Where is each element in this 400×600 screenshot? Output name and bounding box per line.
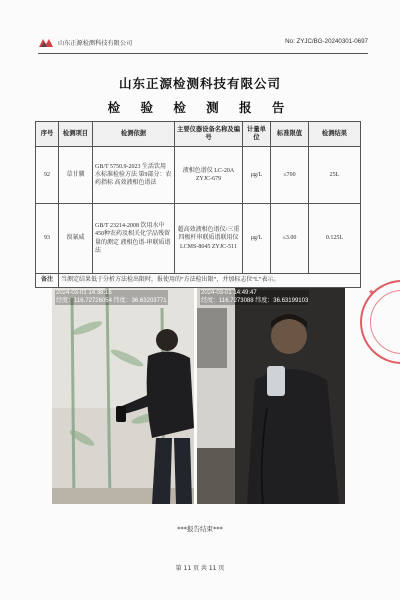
note-row <box>36 274 361 288</box>
cell-result: 25L <box>309 147 361 204</box>
photo-2-date: 2024-03-01 14:49:47 <box>200 290 309 298</box>
seal-star-icon: ★ <box>368 288 375 296</box>
header-seq: 序号 <box>36 122 59 147</box>
header-item: 检测项目 <box>59 122 93 147</box>
cell-basis: GB/T 5750.9-2023 生活饮用水标准检验方法 第9部分：农药指标 高效液相色谱法 <box>93 147 175 204</box>
header-basis: 检测依据 <box>93 122 175 147</box>
cell-limit: ≤700 <box>271 147 309 204</box>
cell-item: 草甘膦 <box>59 147 93 204</box>
cell-result: 0.125L <box>309 204 361 274</box>
company-logo-icon <box>38 37 54 49</box>
cell-basis: GB/T 23214-2008 饮用水中450种农药及相关化学品残留量的测定 液相色谱-串联质谱法 <box>93 204 175 274</box>
cell-unit: μg/L <box>243 204 271 274</box>
note-label: 备注 <box>36 274 59 288</box>
cell-equipment: 超高效液相色谱仪/三重四极杆串联质谱联用仪 LCMS-8045 ZYJC-511 <box>175 204 243 274</box>
cell-seq: 93 <box>36 204 59 274</box>
header-limit: 标准限值 <box>271 122 309 147</box>
photo-2-timestamp <box>200 290 309 305</box>
photo-2-coords: 经度：116.7273088 纬度：36.63199103 <box>201 297 309 304</box>
report-header <box>38 36 368 52</box>
sampling-photo-1 <box>52 288 194 504</box>
cell-unit: μg/L <box>243 147 271 204</box>
table-header-row <box>36 122 361 147</box>
header-result: 检测结果 <box>309 122 361 147</box>
photo-1-image <box>52 288 194 504</box>
sampling-photo-2 <box>197 288 345 504</box>
header-unit: 计量单位 <box>243 122 271 147</box>
note-text: 当测定结果低于分析方法检出限时，报使用的“方法检出限”，并加标志位“L”表示。 <box>59 274 361 288</box>
report-end-marker: ***报告结束*** <box>177 525 223 533</box>
cell-equipment: 液相色谱仪 LC-20A ZYJC-679 <box>175 147 243 204</box>
report-title: 检 验 检 测 报 告 <box>107 100 293 115</box>
photo-2-image <box>197 288 345 504</box>
header-equipment: 主要仪器设备名称及编号 <box>175 122 243 147</box>
photo-1-date: 2024-03-01 14:38:16 <box>55 290 168 298</box>
table-row <box>36 204 361 274</box>
seal-inner-ring <box>370 290 400 354</box>
table-row <box>36 147 361 204</box>
cell-limit: ≤3.00 <box>271 204 309 274</box>
cell-seq: 92 <box>36 147 59 204</box>
results-table <box>35 121 361 288</box>
photo-1-timestamp <box>55 290 168 305</box>
official-seal <box>360 280 400 364</box>
photo-1-coords: 经度：116.72726054 纬度：36.63203771 <box>56 297 167 304</box>
header-company-name: 山东正源检测科技有限公司 <box>58 40 133 47</box>
cell-item: 溴氰威 <box>59 204 93 274</box>
document-number: No: ZYJC/BG-20240301-0697 <box>285 38 368 45</box>
page-number: 第 11 页 共 11 页 <box>175 565 225 572</box>
header-divider <box>38 53 368 54</box>
company-name: 山东正源检测科技有限公司 <box>118 76 281 91</box>
